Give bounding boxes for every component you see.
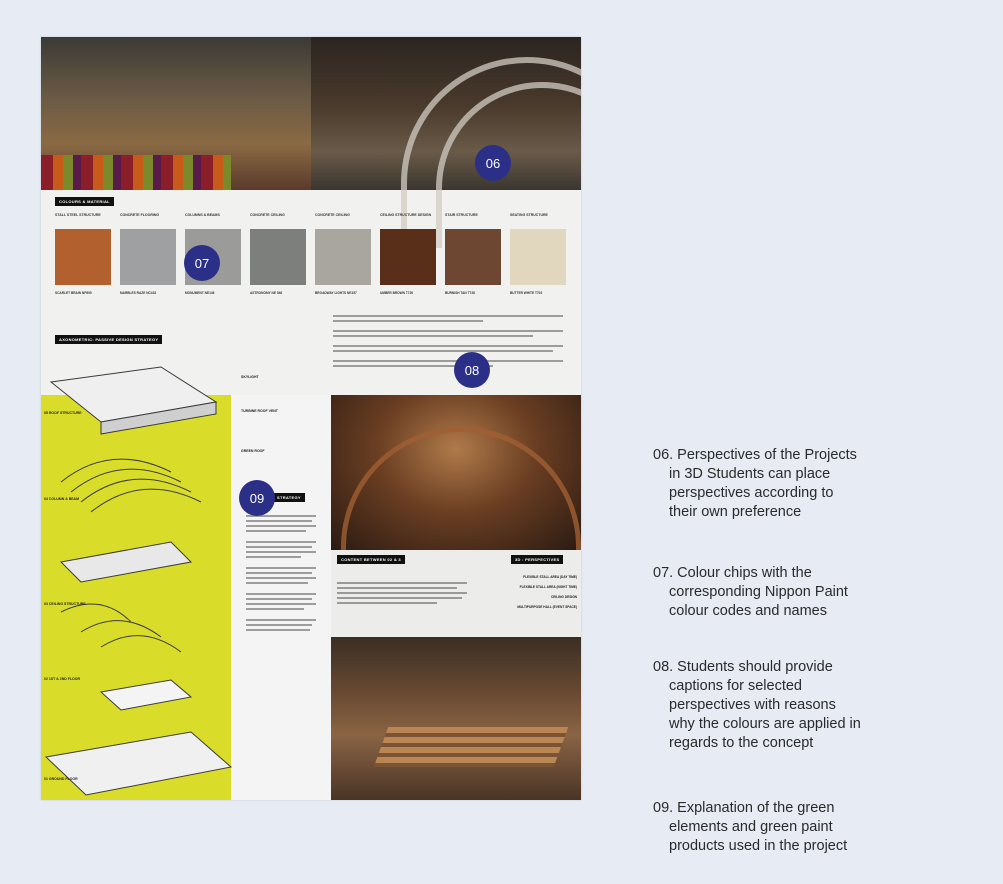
chip-label: COLUMNS & BEAMS bbox=[185, 213, 220, 217]
axo-level-label: 05 ROOF STRUCTURE bbox=[44, 411, 82, 415]
legend-item: GREEN ROOF bbox=[241, 449, 265, 453]
note-07: 07. Colour chips with the corresponding Nippon Paint colour codes and names bbox=[653, 565, 848, 619]
content-tag: CONTENT BETWEEN 02 & 3 bbox=[337, 555, 405, 564]
chip-code: BROADWAY LIGHTS NE157 bbox=[315, 291, 357, 295]
chip-swatch bbox=[250, 229, 306, 285]
badge-07: 07 bbox=[184, 245, 220, 281]
design-board bbox=[41, 37, 581, 800]
chip-code: BURNISH TAN T728 bbox=[445, 291, 475, 295]
chip-code: MARBLES RAZE NC433 bbox=[120, 291, 157, 295]
chip-code: UMBER BROWN T720 bbox=[380, 291, 414, 295]
perspective-item: FLEXIBLE STALL AREA (DAY TIME) bbox=[523, 575, 577, 579]
note-09: 09. Explanation of the green elements and green paint products used in the project bbox=[653, 800, 848, 854]
chip-label: CEILING STRUCTURE DESIGN bbox=[380, 213, 432, 217]
perspective-list bbox=[491, 572, 577, 612]
chip-swatch bbox=[120, 229, 176, 285]
colour-chip bbox=[510, 213, 562, 295]
note-06: 06. Perspectives of the Projects in 3D Students can place perspectives according to their own preference bbox=[653, 447, 857, 520]
chip-code: SCARLET BRAIN NP890 bbox=[55, 291, 92, 295]
axo-level-label: 04 COLUMN & BEAM bbox=[44, 497, 80, 501]
perspective-item: FLEXIBLE STALL AREA (NIGHT TIME) bbox=[519, 585, 577, 589]
amphitheatre-perspective-photo bbox=[331, 637, 581, 800]
stair-seating-detail bbox=[374, 727, 569, 767]
colour-chip-row bbox=[55, 213, 575, 303]
colour-chip bbox=[120, 213, 172, 295]
badge-09: 09 bbox=[239, 480, 275, 516]
content-text bbox=[337, 582, 477, 604]
colour-concept-text bbox=[333, 313, 573, 367]
chip-code: MONUMENT NE146 bbox=[185, 291, 215, 295]
chip-label: STAIR STRUCTURE bbox=[445, 213, 478, 217]
chip-label: CONCRETE CEILING bbox=[250, 213, 285, 217]
colour-chip bbox=[55, 213, 107, 295]
chip-label: CONCRETE CEILING bbox=[315, 213, 350, 217]
perspective-item: CEILING DESIGN bbox=[550, 595, 577, 599]
perspectives-tag: 3D : PERSPECTIVES bbox=[511, 555, 563, 564]
chip-swatch bbox=[445, 229, 501, 285]
chip-label: CONCRETE FLOORING bbox=[120, 213, 160, 217]
colour-chip bbox=[380, 213, 432, 295]
chip-label: STALL STEEL STRUCTURE bbox=[55, 213, 101, 217]
colour-chip bbox=[445, 213, 497, 295]
perspective-item: MULTIPURPOSE HALL (EVENT SPACE) bbox=[517, 605, 577, 609]
axo-level-label: 01 GROUND FLOOR bbox=[44, 777, 78, 781]
badge-06: 06 bbox=[475, 145, 511, 181]
chip-swatch bbox=[55, 229, 111, 285]
produce-stall-detail bbox=[41, 155, 231, 190]
chip-swatch bbox=[380, 229, 436, 285]
colours-material-tag: COLOURS & MATERIAL bbox=[55, 197, 114, 206]
chip-label: SEATING STRUCTURE bbox=[510, 213, 548, 217]
chip-swatch bbox=[315, 229, 371, 285]
green-strategy-tag: STRATEGY bbox=[273, 493, 305, 502]
chip-code: ASTRONOMY NE 546 bbox=[250, 291, 283, 295]
axo-level-label: 02 1ST & 2ND FLOOR bbox=[44, 677, 80, 681]
colour-chip bbox=[250, 213, 302, 295]
chip-code: BUTTER WHITE T702 bbox=[510, 291, 543, 295]
green-strategy-text bbox=[246, 513, 324, 631]
colour-chip bbox=[315, 213, 367, 295]
chip-swatch bbox=[510, 229, 566, 285]
axonometric-tag: AXONOMETRIC: PASSIVE DESIGN STRATEGY bbox=[55, 335, 162, 344]
legend-item: TURBINE ROOF VENT bbox=[241, 409, 278, 413]
badge-08: 08 bbox=[454, 352, 490, 388]
axo-level-label: 03 CEILING STRUCTURE bbox=[44, 602, 86, 606]
legend-item: SKYLIGHT bbox=[241, 375, 259, 379]
note-08: 08. Students should provide captions for selected perspectives with reasons why the colours are applied in regards to the concept bbox=[653, 659, 861, 751]
